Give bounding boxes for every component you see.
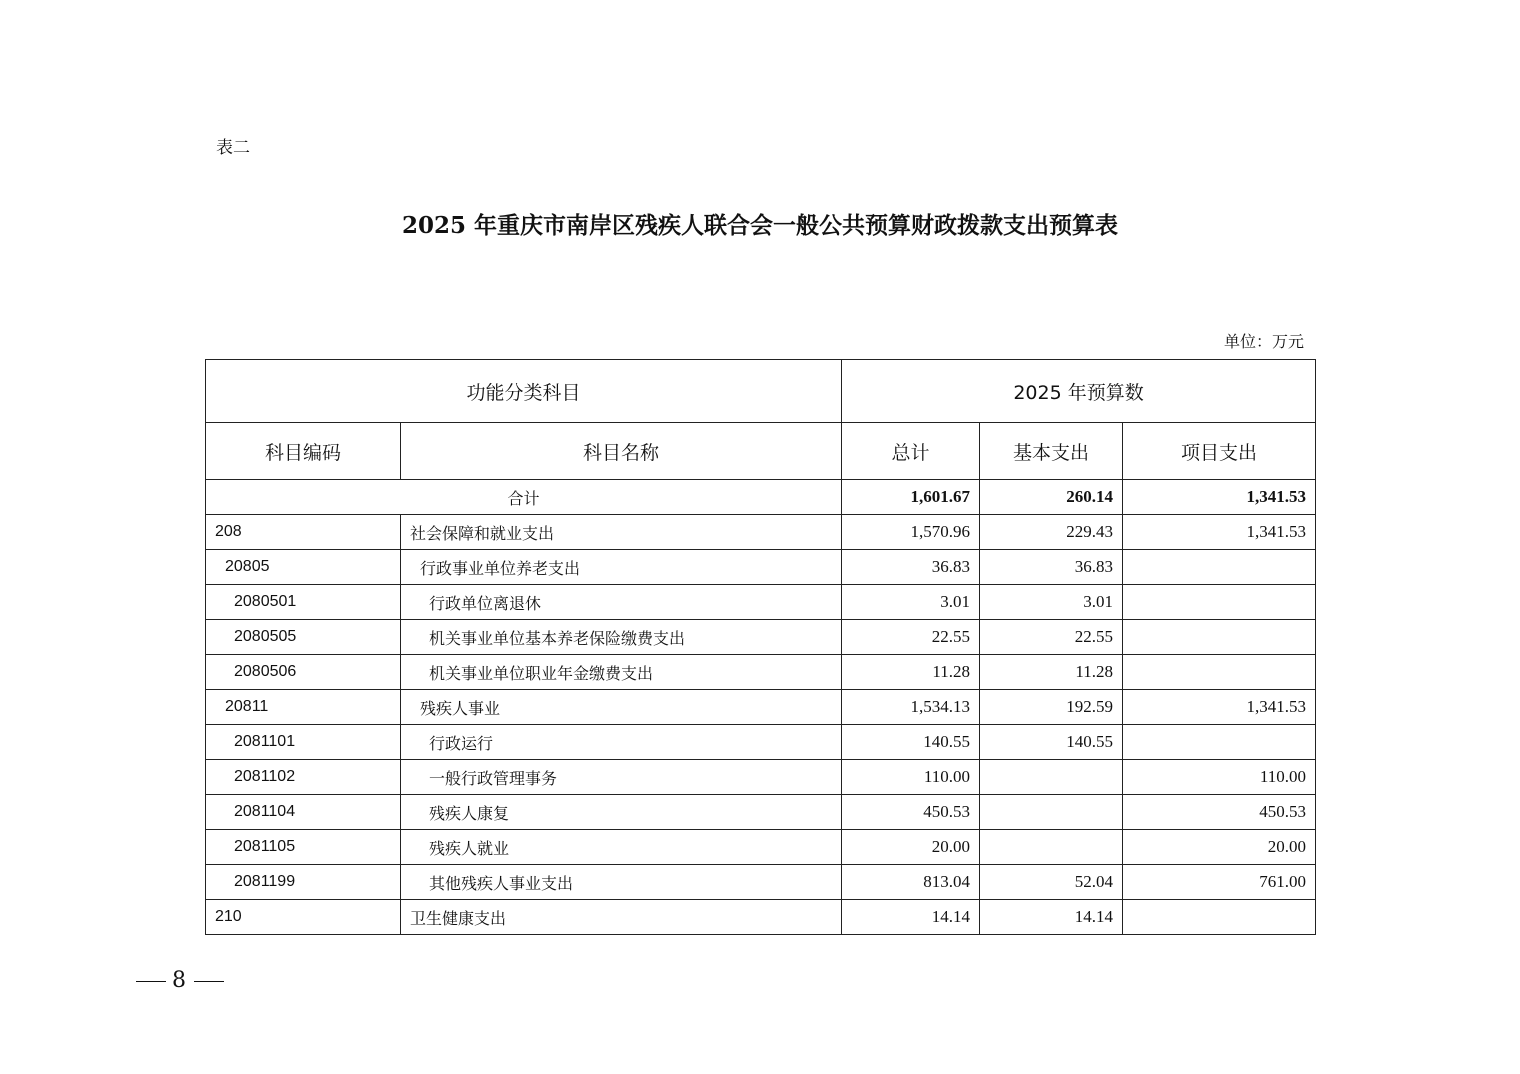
row-name: 行政事业单位养老支出 [401, 550, 842, 585]
table-row [206, 725, 1316, 760]
row-project [1123, 620, 1316, 655]
row-total: 450.53 [842, 795, 980, 830]
row-project: 761.00 [1123, 865, 1316, 900]
row-basic: 140.55 [980, 725, 1123, 760]
table-row [206, 585, 1316, 620]
row-name: 行政运行 [401, 725, 842, 760]
row-total: 1,534.13 [842, 690, 980, 725]
table-row [206, 690, 1316, 725]
row-name: 机关事业单位职业年金缴费支出 [401, 655, 842, 690]
row-basic [980, 830, 1123, 865]
document-title: 2025 年重庆市南岸区残疾人联合会一般公共预算财政拨款支出预算表 [401, 212, 1119, 239]
row-project: 450.53 [1123, 795, 1316, 830]
row-name: 机关事业单位基本养老保险缴费支出 [401, 620, 842, 655]
table-row [206, 795, 1316, 830]
table-row [206, 550, 1316, 585]
row-project [1123, 550, 1316, 585]
row-project [1123, 725, 1316, 760]
header-total: 总计 [842, 423, 980, 480]
header-budget-2025: 2025 年预算数 [842, 360, 1316, 423]
row-total: 140.55 [842, 725, 980, 760]
row-basic: 36.83 [980, 550, 1123, 585]
row-project [1123, 585, 1316, 620]
row-name: 残疾人就业 [401, 830, 842, 865]
page-dash-right [194, 981, 224, 982]
row-project [1123, 900, 1316, 935]
header-name: 科目名称 [401, 423, 842, 480]
header-basic: 基本支出 [980, 423, 1123, 480]
row-name: 其他残疾人事业支出 [401, 865, 842, 900]
row-code: 2081102 [206, 760, 401, 795]
table-label: 表二 [216, 138, 250, 158]
header-project: 项目支出 [1123, 423, 1316, 480]
page-number [130, 968, 230, 993]
row-project: 1,341.53 [1123, 515, 1316, 550]
row-basic: 3.01 [980, 585, 1123, 620]
row-code: 2080505 [206, 620, 401, 655]
header-function-category: 功能分类科目 [206, 360, 842, 423]
header-code: 科目编码 [206, 423, 401, 480]
row-basic [980, 760, 1123, 795]
row-total: 14.14 [842, 900, 980, 935]
row-code: 208 [206, 515, 401, 550]
page-dash-left [136, 981, 166, 982]
row-project: 20.00 [1123, 830, 1316, 865]
row-name: 卫生健康支出 [401, 900, 842, 935]
row-total: 36.83 [842, 550, 980, 585]
row-code: 2081199 [206, 865, 401, 900]
row-code: 2081104 [206, 795, 401, 830]
row-total: 110.00 [842, 760, 980, 795]
row-project: 1,341.53 [1123, 690, 1316, 725]
row-basic [980, 795, 1123, 830]
table-row [206, 865, 1316, 900]
row-total: 3.01 [842, 585, 980, 620]
row-basic: 229.43 [980, 515, 1123, 550]
table-row [206, 655, 1316, 690]
row-code: 2081101 [206, 725, 401, 760]
unit-note: 单位：万元 [1223, 332, 1304, 351]
totals-basic: 260.14 [980, 480, 1123, 515]
row-name: 残疾人康复 [401, 795, 842, 830]
totals-total: 1,601.67 [842, 480, 980, 515]
row-name: 社会保障和就业支出 [401, 515, 842, 550]
row-name: 残疾人事业 [401, 690, 842, 725]
row-total: 11.28 [842, 655, 980, 690]
row-project [1123, 655, 1316, 690]
totals-label: 合计 [206, 480, 842, 515]
table-row [206, 760, 1316, 795]
row-basic: 11.28 [980, 655, 1123, 690]
row-total: 20.00 [842, 830, 980, 865]
row-project: 110.00 [1123, 760, 1316, 795]
row-basic: 14.14 [980, 900, 1123, 935]
row-basic: 22.55 [980, 620, 1123, 655]
totals-project: 1,341.53 [1123, 480, 1316, 515]
budget-table [205, 359, 1316, 935]
row-code: 2081105 [206, 830, 401, 865]
table-row [206, 515, 1316, 550]
totals-row [206, 480, 1316, 515]
row-code: 20811 [206, 690, 401, 725]
row-code: 2080506 [206, 655, 401, 690]
row-name: 一般行政管理事务 [401, 760, 842, 795]
table-row [206, 900, 1316, 935]
row-name: 行政单位离退休 [401, 585, 842, 620]
row-total: 22.55 [842, 620, 980, 655]
row-total: 1,570.96 [842, 515, 980, 550]
table-row [206, 830, 1316, 865]
header-group-row [206, 360, 1316, 423]
row-code: 20805 [206, 550, 401, 585]
row-code: 210 [206, 900, 401, 935]
page-number-value: 8 [172, 968, 188, 993]
table-row [206, 620, 1316, 655]
row-basic: 52.04 [980, 865, 1123, 900]
header-column-row [206, 423, 1316, 480]
row-total: 813.04 [842, 865, 980, 900]
row-basic: 192.59 [980, 690, 1123, 725]
row-code: 2080501 [206, 585, 401, 620]
